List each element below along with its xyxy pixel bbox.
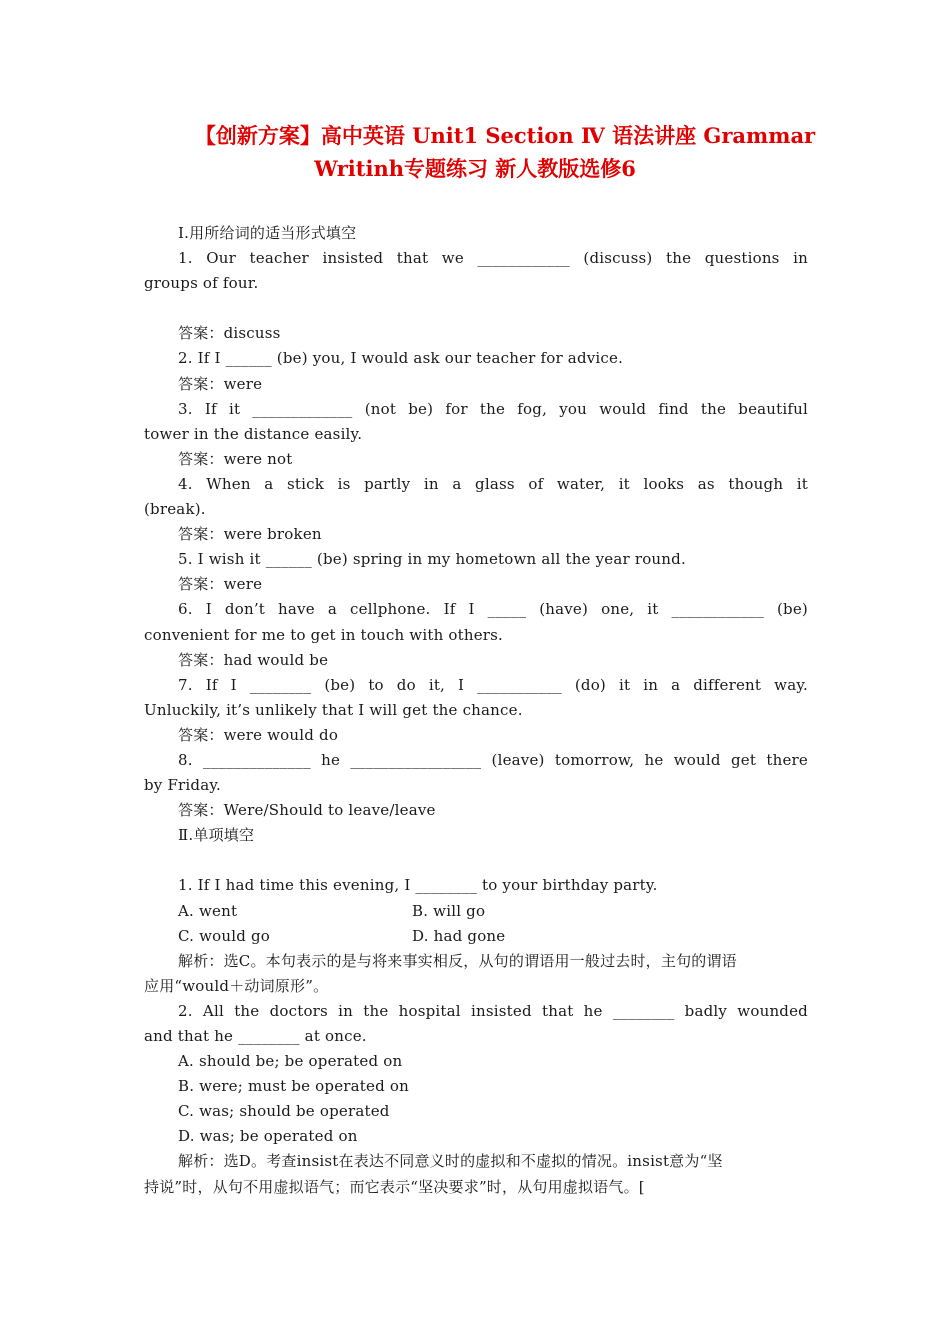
s1-q2-answer: 答案：were: [178, 374, 263, 393]
s2-q1-option-d: D. had gone: [412, 926, 506, 945]
s2-q2-analysis-line2: 持说”时，从句不用虚拟语气；而它表示“坚决要求”时，从句用虚拟语气。[: [144, 1177, 645, 1196]
s2-q1-options-cd: [144, 924, 808, 949]
blank-line: [144, 296, 808, 321]
s2-q2-option-b: B. were; must be operated on: [178, 1077, 409, 1096]
s2-q1-analysis-line1: 解析：选C。本句表示的是与将来事实相反，从句的谓语用一般过去时，主句的谓语: [178, 951, 737, 970]
s2-q1-analysis-line2: 应用“would＋动词原形”。: [144, 976, 329, 995]
section2-heading: Ⅱ.单项填空: [178, 826, 255, 845]
s1-q2-line1: 2. If I ______ (be) you, I would ask our teacher for advice.: [178, 349, 624, 368]
s1-q4-line1: 4. When a stick is partly in a glass of water, it looks as though it: [178, 474, 808, 493]
s2-q1-options-ab: [144, 899, 808, 924]
s1-q4-line2: (break).: [144, 500, 206, 519]
s1-q5-answer: 答案：were: [178, 575, 263, 594]
blank-line: [144, 848, 808, 873]
s1-q8-line1: 8. ______________ he _________________ (leave) tomorrow, he would get there: [178, 750, 808, 769]
s1-q3-answer: 答案：were not: [178, 449, 293, 468]
s1-q8-answer: 答案：Were/Should to leave/leave: [178, 801, 436, 820]
s2-q2-analysis-line1: 解析：选D。考查insist在表达不同意义时的虚拟和不虚拟的情况。insist意为“坚: [178, 1152, 723, 1171]
s2-q2-line2: and that he ________ at once.: [144, 1027, 367, 1045]
s1-q5-line1: 5. I wish it ______ (be) spring in my hometown all the year round.: [178, 550, 686, 569]
s2-q1-option-b: B. will go: [412, 901, 486, 920]
s1-q1-line2: groups of four.: [144, 274, 259, 293]
s1-q7-line2: Unluckily, it’s unlikely that I will get the chance.: [144, 700, 523, 719]
s2-q1-stem: 1. If I had time this evening, I ________ to your birthday party.: [178, 876, 658, 895]
s1-q8-line2: by Friday.: [144, 776, 222, 795]
s1-q6-line2: convenient for me to get in touch with others.: [144, 625, 504, 644]
document-body: [144, 221, 808, 1200]
s2-q1-option-a: A. went: [178, 901, 238, 920]
s1-q4-answer: 答案：were broken: [178, 525, 322, 544]
s1-q7-answer: 答案：were would do: [178, 725, 339, 744]
section1-heading: Ⅰ.用所给词的适当形式填空: [178, 224, 357, 242]
s1-q1-answer: 答案：discuss: [178, 324, 281, 343]
s1-q3-line1: 3. If it _____________ (not be) for the fog, you would find the beautiful: [178, 399, 808, 418]
document-title-line2: Writinh专题练习 新人教版选修6: [314, 156, 636, 181]
s1-q7-line1: 7. If I ________ (be) to do it, I ___________ (do) it in a different way.: [178, 675, 808, 694]
s1-q1-line1: 1. Our teacher insisted that we ____________ (discuss) the questions in: [178, 249, 808, 268]
s2-q2-line1: 2. All the doctors in the hospital insisted that he ________ badly wounded: [178, 1001, 808, 1020]
s2-q2-option-c: C. was; should be operated: [178, 1102, 390, 1121]
document-title-line1: 【创新方案】高中英语 Unit1 Section Ⅳ 语法讲座 Grammar: [194, 123, 816, 148]
s2-q2-option-a: A. should be; be operated on: [178, 1052, 403, 1071]
s1-q3-line2: tower in the distance easily.: [144, 424, 363, 443]
s2-q2-option-d: D. was; be operated on: [178, 1127, 358, 1146]
s1-q6-answer: 答案：had would be: [178, 650, 329, 669]
s2-q1-option-c: C. would go: [178, 926, 271, 945]
s1-q6-line1: 6. I don’t have a cellphone. If I _____ (have) one, it ____________ (be): [178, 600, 808, 619]
